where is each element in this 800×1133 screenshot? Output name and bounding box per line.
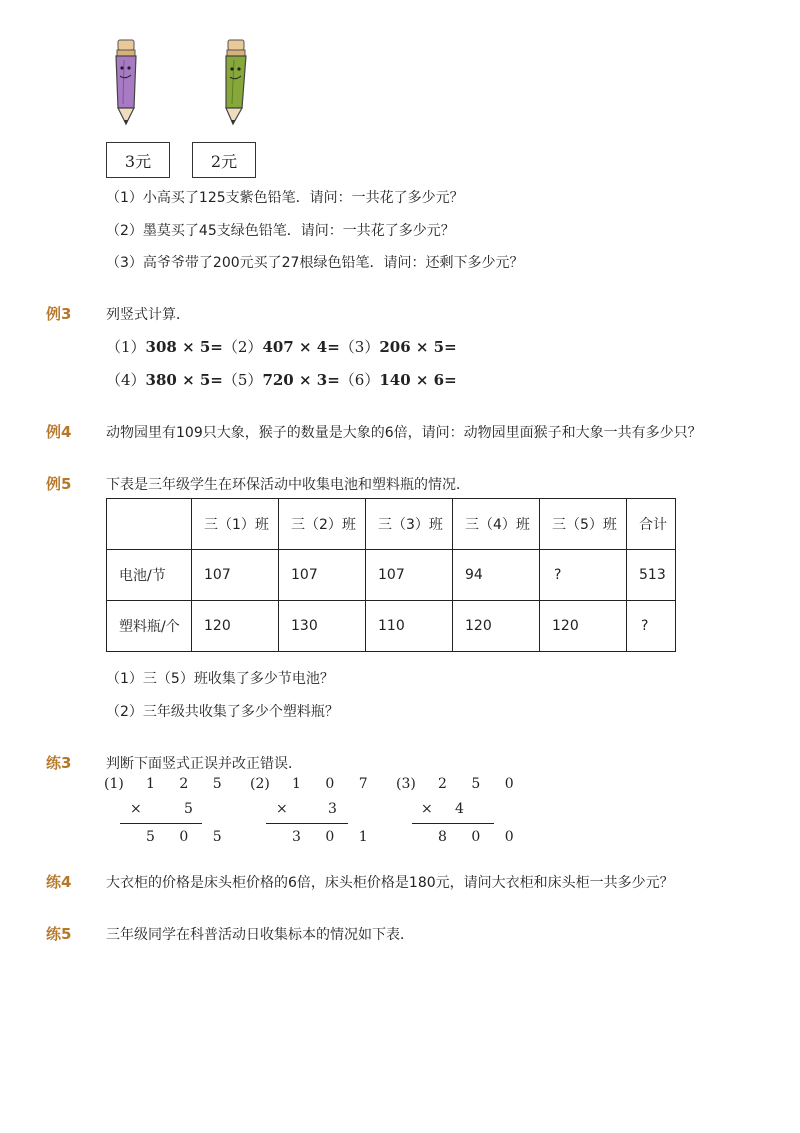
example-3-row-1 (106, 336, 457, 357)
practice-5-tag: 练5 (46, 925, 72, 943)
expr-4: 380 × 5= (145, 371, 223, 389)
table-cell: 电池/节 (107, 550, 192, 601)
example-5-question-2: （2）三年级共收集了多少个塑料瓶？ (106, 704, 339, 720)
purple-pencil-icon (104, 38, 152, 128)
table-cell: 120 (453, 601, 540, 652)
expr-6: 140 × 6= (379, 371, 457, 389)
calc-2-multiplier: 3 (328, 801, 347, 817)
table-cell: 110 (366, 601, 453, 652)
practice-4-tag: 练4 (46, 873, 72, 891)
expr-5: 720 × 3= (262, 371, 340, 389)
purple-price-box: 3元 (106, 142, 170, 178)
green-price-box: 2元 (192, 142, 256, 178)
table-cell: 塑料瓶/个 (107, 601, 192, 652)
example-5-tag: 例5 (46, 475, 72, 493)
practice-3-title: 判断下面竖式正误并改正错误． (106, 756, 302, 772)
example-5-question-1: （1）三（5）班收集了多少节电池？ (106, 671, 334, 687)
intro-question-1: （1）小高买了125支紫色铅笔．请问：一共花了多少元？ (106, 190, 464, 206)
calc-1-result: 5 0 5 (146, 829, 232, 845)
calc-2-times: × (276, 801, 298, 817)
intro-question-3: （3）高爷爷带了200元买了27根绿色铅笔．请问：还剩下多少元？ (106, 255, 524, 271)
calc-3-times: × (421, 801, 443, 817)
table-cell: 三（3）班 (366, 499, 453, 550)
label-3: （3） (339, 338, 380, 356)
label-6: （6） (339, 371, 380, 389)
collection-table (106, 498, 676, 652)
calc-1-line (120, 823, 202, 824)
practice-5-text: 三年级同学在科普活动日收集标本的情况如下表． (106, 927, 414, 943)
table-cell: 三（1）班 (192, 499, 279, 550)
table-cell: 107 (192, 550, 279, 601)
label-2: （2） (222, 338, 263, 356)
example-3-row-2 (106, 369, 457, 390)
calc-1-times: × (130, 801, 152, 817)
calc-1-top: 1 2 5 (146, 776, 232, 792)
table-cell: 513 (627, 550, 676, 601)
practice-3-tag: 练3 (46, 754, 72, 772)
calc-1-label: (1) (104, 776, 124, 792)
table-cell: 130 (279, 601, 366, 652)
expr-1: 308 × 5= (145, 338, 223, 356)
table-cell: 120 (192, 601, 279, 652)
green-pencil-icon (212, 38, 260, 128)
table-cell: 107 (366, 550, 453, 601)
calc-3-label: (3) (396, 776, 416, 792)
calc-1-multiplier: 5 (184, 801, 203, 817)
calc-2-result: 3 0 1 (292, 829, 378, 845)
intro-question-2: （2）墨莫买了45支绿色铅笔．请问：一共花了多少元？ (106, 223, 455, 239)
calc-3-multiplier: 4 (455, 801, 474, 817)
calc-3-result: 8 0 0 (438, 829, 524, 845)
table-cell: 94 (453, 550, 540, 601)
table-cell (107, 499, 192, 550)
label-5: （5） (222, 371, 263, 389)
table-cell: ? (627, 601, 676, 652)
calc-2-line (266, 823, 348, 824)
table-cell: 三（4）班 (453, 499, 540, 550)
example-3-title: 列竖式计算． (106, 307, 190, 323)
example-4-text: 动物园里有109只大象，猴子的数量是大象的6倍，请问：动物园里面猴子和大象一共有多少只？ (106, 425, 702, 441)
table-row (107, 550, 676, 601)
example-3-tag: 例3 (46, 305, 72, 323)
table-cell: 三（2）班 (279, 499, 366, 550)
practice-4-text: 大衣柜的价格是床头柜价格的6倍，床头柜价格是180元，请问大衣柜和床头柜一共多少元？ (106, 875, 674, 891)
table-cell: 三（5）班 (540, 499, 627, 550)
table-cell: 107 (279, 550, 366, 601)
calc-3-top: 2 5 0 (438, 776, 524, 792)
table-cell: 合计 (627, 499, 676, 550)
table-row (107, 601, 676, 652)
label-1: （1） (106, 338, 146, 356)
example-4-tag: 例4 (46, 423, 72, 441)
calc-2-label: (2) (250, 776, 270, 792)
expr-3: 206 × 5= (379, 338, 457, 356)
expr-2: 407 × 4= (262, 338, 340, 356)
label-4: （4） (106, 371, 146, 389)
calc-2-top: 1 0 7 (292, 776, 378, 792)
table-header-row (107, 499, 676, 550)
table-cell: ? (540, 550, 627, 601)
calc-3-line (412, 823, 494, 824)
table-cell: 120 (540, 601, 627, 652)
example-5-text: 下表是三年级学生在环保活动中收集电池和塑料瓶的情况． (106, 477, 470, 493)
